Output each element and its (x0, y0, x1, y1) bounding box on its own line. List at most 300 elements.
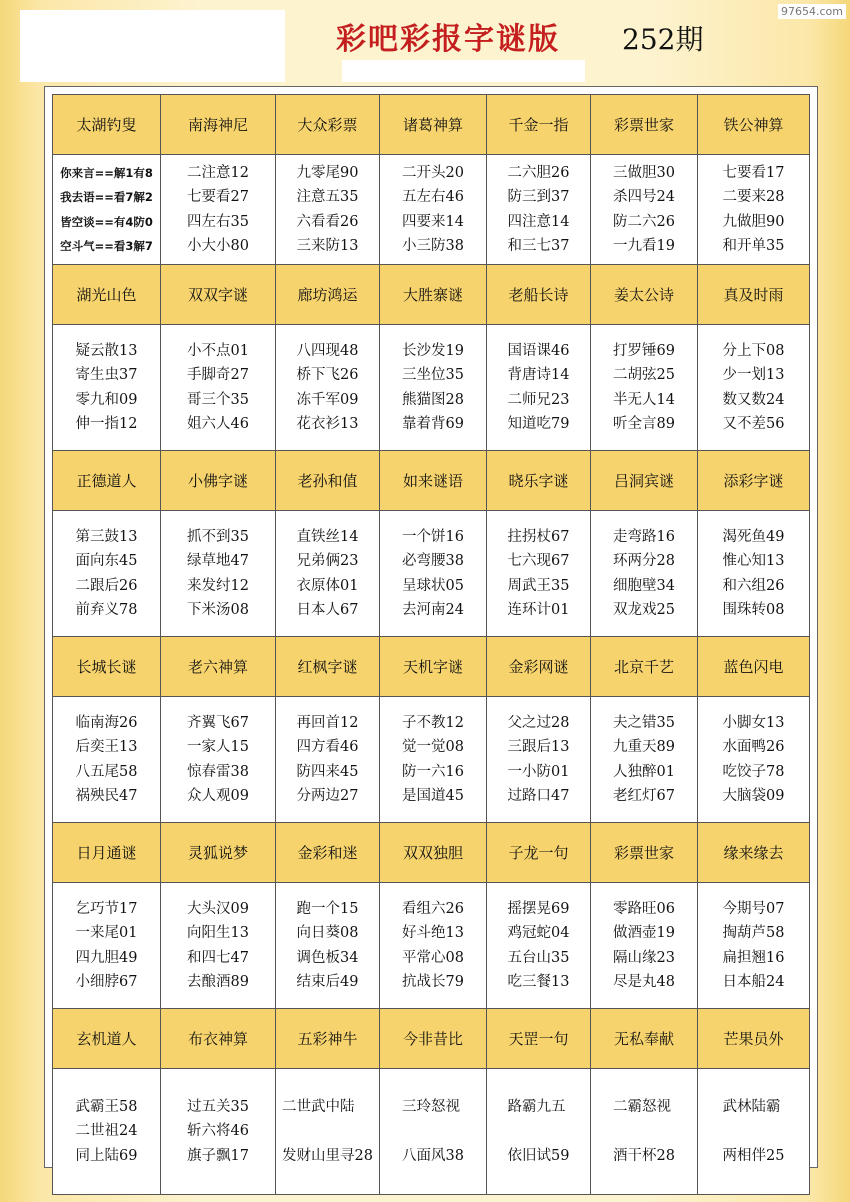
riddle-lines (508, 339, 570, 437)
riddle-line: 防二六26 (613, 213, 675, 230)
riddle-line: 大头汉09 (187, 900, 249, 917)
riddle-line: 是国道45 (402, 788, 464, 804)
riddle-row (53, 155, 810, 265)
header-row (53, 95, 810, 155)
predictor-name: 芒果员外 (698, 1009, 810, 1069)
riddle-lines (297, 525, 359, 623)
riddle-line: 疑云散13 (75, 342, 138, 359)
predictor-name: 晓乐字谜 (487, 451, 591, 511)
riddle-lines (723, 1095, 785, 1169)
riddle-line: 酒干杯28 (613, 1147, 675, 1164)
riddle-cell (161, 697, 276, 823)
riddle-cell (161, 511, 276, 637)
riddle-cell (698, 883, 810, 1009)
riddle-line: 打罗锤69 (613, 342, 675, 359)
riddle-lines (402, 1095, 464, 1169)
riddle-line: 尽是丸48 (613, 974, 675, 990)
predictor-name: 双双字谜 (161, 265, 276, 325)
blank-panel-left (20, 10, 285, 82)
riddle-cell (698, 697, 810, 823)
riddle-line: 路霸九五 (507, 1098, 566, 1115)
riddle-lines (76, 711, 138, 809)
predictor-name: 双双独胆 (380, 823, 487, 883)
predictor-name: 大胜寨谜 (380, 265, 487, 325)
riddle-line: 日本船24 (722, 974, 785, 990)
riddle-line: 二世武中陆 (282, 1098, 355, 1115)
riddle-line: 少一划13 (722, 367, 785, 383)
riddle-line: 水面鸭26 (722, 739, 785, 755)
predictor-name: 天罡一句 (487, 1009, 591, 1069)
riddle-line: 后奕王13 (75, 739, 138, 755)
riddle-cell (380, 511, 487, 637)
riddle-cell (591, 883, 698, 1009)
riddle-line: 依旧试59 (507, 1147, 570, 1164)
riddle-cell (380, 697, 487, 823)
predictor-name: 五彩神牛 (276, 1009, 380, 1069)
riddle-line: 三跟后13 (507, 739, 570, 755)
riddle-line: 连环计01 (507, 602, 570, 618)
riddle-row (53, 511, 810, 637)
riddle-row (53, 1069, 810, 1195)
riddle-line: 小不点01 (187, 342, 249, 359)
riddle-line: 惊春雷38 (187, 763, 249, 780)
riddle-cell (487, 1069, 591, 1195)
riddle-lines (402, 711, 464, 809)
riddle-line: 二六胆26 (507, 164, 570, 181)
riddle-lines (723, 161, 785, 259)
riddle-line: 围珠转08 (722, 602, 785, 618)
predictor-name: 正德道人 (53, 451, 161, 511)
predictor-name: 小佛字谜 (161, 451, 276, 511)
riddle-cell (591, 155, 698, 265)
riddle-line: 一个饼16 (402, 528, 464, 545)
riddle-line: 杀四号24 (613, 189, 675, 205)
riddle-line: 一九看19 (613, 238, 675, 254)
predictor-name: 老孙和值 (276, 451, 380, 511)
riddle-cell (53, 155, 161, 265)
riddle-line: 人独醉01 (613, 763, 675, 780)
riddle-line: 四左右35 (187, 213, 249, 230)
riddle-cell (380, 155, 487, 265)
riddle-cell (161, 1069, 276, 1195)
riddle-line: 花衣衫13 (296, 416, 359, 432)
riddle-line: 防一六16 (402, 763, 464, 780)
riddle-line: 呈球状05 (402, 577, 464, 594)
predictor-name: 日月通谜 (53, 823, 161, 883)
riddle-cell (380, 1069, 487, 1195)
predictor-name: 今非昔比 (380, 1009, 487, 1069)
riddle-line: 下米汤08 (187, 602, 249, 618)
predictor-name: 姜太公诗 (591, 265, 698, 325)
riddle-cell (53, 511, 161, 637)
riddle-cell (591, 1069, 698, 1195)
riddle-line: 知道吃79 (507, 416, 570, 432)
riddle-line: 三来防13 (296, 238, 359, 254)
riddle-line: 结束后49 (296, 974, 359, 990)
riddle-lines (723, 339, 785, 437)
riddle-line: 手脚奇27 (187, 367, 249, 383)
riddle-line: 四方看46 (296, 739, 359, 755)
riddle-line: 背唐诗14 (507, 367, 570, 383)
riddle-line: 祸殃民47 (75, 788, 138, 804)
riddle-lines (508, 897, 570, 995)
riddle-line: 二世祖24 (75, 1123, 138, 1140)
riddle-line: 周武王35 (507, 577, 570, 594)
riddle-line: 一来尾01 (75, 925, 138, 941)
riddle-line: 哥三个35 (187, 391, 249, 408)
riddle-lines (187, 711, 249, 809)
riddle-line: 绿草地47 (187, 553, 249, 569)
riddle-line: 空斗气==看3解7 (60, 239, 153, 253)
predictor-name: 真及时雨 (698, 265, 810, 325)
riddle-line: 去酿酒89 (187, 974, 249, 990)
riddle-line: 皆空谈==有4防0 (60, 214, 153, 229)
riddle-line: 听全言89 (613, 416, 675, 432)
riddle-line: 临南海26 (75, 714, 138, 731)
riddle-cell (591, 511, 698, 637)
riddle-line: 环两分28 (613, 553, 675, 569)
riddle-line: 抗战长79 (402, 974, 464, 990)
riddle-line: 七要看27 (187, 189, 249, 205)
riddle-line: 三玲怒视 (402, 1098, 461, 1115)
riddle-line: 小三防38 (402, 238, 464, 254)
riddle-row (53, 883, 810, 1009)
riddle-line: 二霸怒视 (613, 1098, 672, 1115)
riddle-cell (53, 697, 161, 823)
predictor-name: 金彩网谜 (487, 637, 591, 697)
riddle-line: 零路旺06 (613, 900, 675, 917)
predictor-name: 老船长诗 (487, 265, 591, 325)
riddle-line: 惟心知13 (722, 553, 785, 569)
riddle-line: 前弃义78 (75, 602, 138, 618)
riddle-cell (53, 325, 161, 451)
riddle-line: 武林陆霸 (722, 1098, 781, 1115)
riddle-line: 做酒壶19 (613, 925, 675, 941)
riddle-line: 同上陆69 (75, 1147, 138, 1164)
riddle-line: 好斗绝13 (402, 925, 464, 941)
predictor-name: 彩票世家 (591, 95, 698, 155)
riddle-line: 和四七47 (187, 949, 249, 966)
riddle-cell (53, 1069, 161, 1195)
riddle-line: 小大小80 (187, 238, 249, 254)
riddle-line: 九做胆90 (722, 213, 785, 230)
riddle-cell (698, 155, 810, 265)
riddle-lines (76, 339, 138, 437)
riddle-lines (613, 711, 675, 809)
riddle-line: 父之过28 (507, 714, 570, 731)
riddle-line: 防四来45 (296, 763, 359, 780)
riddle-line: 八面风38 (402, 1147, 464, 1164)
riddle-line: 细胞壁34 (613, 577, 675, 594)
riddle-cell (161, 325, 276, 451)
riddle-line: 零九和09 (75, 391, 138, 408)
riddle-line: 夫之错35 (613, 714, 675, 731)
riddle-line: 五左右46 (402, 189, 464, 205)
riddle-line: 二注意12 (187, 164, 249, 181)
riddle-lines (613, 161, 675, 259)
site-watermark: 97654.com (778, 4, 846, 19)
riddle-lines (402, 525, 464, 623)
riddle-lines (723, 525, 785, 623)
riddle-line: 双龙戏25 (613, 602, 675, 618)
riddle-line: 三做胆30 (613, 164, 675, 181)
riddle-line: 发财山里寻28 (282, 1147, 373, 1164)
riddle-lines (508, 711, 570, 809)
riddle-lines (297, 161, 359, 259)
riddle-cell (276, 1069, 380, 1195)
riddle-line: 和三七37 (507, 238, 570, 254)
riddle-line: 你来言==解1有8 (60, 165, 153, 180)
riddle-cell (380, 325, 487, 451)
riddle-line: 八四现48 (296, 342, 359, 359)
predictor-name: 缘来缘去 (698, 823, 810, 883)
riddle-lines (282, 1095, 373, 1169)
riddle-lines (613, 339, 675, 437)
riddle-lines (187, 897, 249, 995)
riddle-line: 武霸王58 (75, 1098, 138, 1115)
header-row (53, 1009, 810, 1069)
riddle-line: 四九胆49 (75, 949, 138, 966)
riddle-line: 齐翼飞67 (187, 714, 249, 731)
riddle-cell (487, 325, 591, 451)
riddle-line: 过路口47 (507, 788, 570, 804)
riddle-line: 熊猫图28 (402, 391, 464, 408)
predictor-name: 无私奉献 (591, 1009, 698, 1069)
riddle-line: 又不差56 (722, 416, 785, 432)
predictor-name: 千金一指 (487, 95, 591, 155)
riddle-line: 乞巧节17 (75, 900, 138, 917)
riddle-line: 九零尾90 (296, 164, 359, 181)
riddle-cell (487, 155, 591, 265)
riddle-cell (276, 511, 380, 637)
riddle-line: 两相伴25 (722, 1147, 785, 1164)
riddle-line: 觉一觉08 (402, 739, 464, 755)
riddle-line: 九重天89 (613, 739, 675, 755)
riddle-cell (276, 883, 380, 1009)
predictor-name: 蓝色闪电 (698, 637, 810, 697)
riddle-line: 调色板34 (296, 949, 359, 966)
riddle-line: 桥下飞26 (296, 367, 359, 383)
riddle-lines (187, 161, 249, 259)
riddle-line: 吃三餐13 (507, 974, 570, 990)
riddle-line: 吃饺子78 (722, 763, 785, 780)
predictor-name: 金彩和迷 (276, 823, 380, 883)
predictor-name: 大众彩票 (276, 95, 380, 155)
riddle-line: 七要看17 (722, 164, 785, 181)
riddle-line: 二跟后26 (75, 577, 138, 594)
riddle-line: 五台山35 (507, 949, 570, 966)
predictor-name: 添彩字谜 (698, 451, 810, 511)
riddle-table (52, 94, 810, 1195)
riddle-line: 扁担翘16 (722, 949, 785, 966)
riddle-line: 众人观09 (187, 788, 249, 804)
riddle-line: 一小防01 (507, 763, 570, 780)
predictor-name: 吕洞宾谜 (591, 451, 698, 511)
predictor-name: 廊坊鸿运 (276, 265, 380, 325)
riddle-line: 数又数24 (722, 391, 785, 408)
riddle-line: 冻千军09 (296, 391, 359, 408)
issue-number: 252期 (622, 23, 704, 56)
riddle-line: 二师兄23 (507, 391, 570, 408)
riddle-line: 掏葫芦58 (722, 925, 785, 941)
riddle-line: 一家人15 (187, 739, 249, 755)
riddle-line: 二胡弦25 (613, 367, 675, 383)
riddle-cell (698, 325, 810, 451)
riddle-line: 斩六将46 (187, 1123, 249, 1140)
riddle-line: 老红灯67 (613, 788, 675, 804)
riddle-line: 子不教12 (402, 714, 464, 731)
riddle-line: 姐六人46 (187, 416, 249, 432)
riddle-line: 兄弟俩23 (296, 553, 359, 569)
predictor-name: 玄机道人 (53, 1009, 161, 1069)
riddle-line: 日本人67 (296, 602, 359, 618)
page-title: 彩吧彩报字谜版 (336, 22, 560, 57)
predictor-name: 铁公神算 (698, 95, 810, 155)
riddle-line: 向日葵08 (296, 925, 359, 941)
riddle-line: 旗子飘17 (187, 1147, 249, 1164)
riddle-row (53, 325, 810, 451)
riddle-line: 小脚女13 (722, 714, 785, 731)
riddle-lines (76, 525, 138, 623)
riddle-line: 看组六26 (402, 900, 464, 917)
riddle-line: 寄生虫37 (75, 367, 138, 383)
header-row (53, 823, 810, 883)
riddle-cell (698, 511, 810, 637)
riddle-lines (402, 161, 464, 259)
riddle-line: 三坐位35 (402, 367, 464, 383)
riddle-lines (187, 339, 249, 437)
riddle-line: 抓不到35 (187, 528, 249, 545)
riddle-line: 半无人14 (613, 391, 675, 408)
riddle-cell (487, 511, 591, 637)
riddle-line: 分两边27 (296, 788, 359, 804)
riddle-cell (487, 697, 591, 823)
riddle-line: 大脑袋09 (722, 788, 785, 804)
riddle-lines (297, 711, 359, 809)
riddle-line: 防三到37 (507, 189, 570, 205)
riddle-lines (76, 1095, 138, 1169)
riddle-cell (276, 325, 380, 451)
header-row (53, 451, 810, 511)
predictor-name: 诸葛神算 (380, 95, 487, 155)
riddle-line: 长沙发19 (402, 342, 464, 359)
predictor-name: 长城长谜 (53, 637, 161, 697)
riddle-cell (53, 883, 161, 1009)
riddle-line: 来发纣12 (187, 577, 249, 594)
riddle-line: 靠着背69 (402, 416, 464, 432)
riddle-cell (591, 697, 698, 823)
riddle-lines (187, 1095, 249, 1169)
riddle-line: 衣原体01 (296, 577, 359, 594)
riddle-line: 平常心08 (402, 949, 464, 966)
riddle-line: 拄拐杖67 (507, 528, 570, 545)
riddle-cell (161, 883, 276, 1009)
predictor-name: 湖光山色 (53, 265, 161, 325)
predictor-name: 太湖钓叟 (53, 95, 161, 155)
riddle-line: 摇摆晃69 (507, 900, 570, 917)
riddle-line: 走弯路16 (613, 528, 675, 545)
riddle-lines (723, 897, 785, 995)
riddle-line: 注意五35 (296, 189, 359, 205)
riddle-line: 我去语==看7解2 (60, 190, 153, 204)
riddle-lines (613, 897, 675, 995)
riddle-line: 跑一个15 (296, 900, 359, 917)
riddle-lines (402, 897, 464, 995)
riddle-line: 四要来14 (402, 213, 464, 230)
riddle-lines (508, 161, 570, 259)
predictor-name: 红枫字谜 (276, 637, 380, 697)
riddle-line: 面向东45 (75, 553, 138, 569)
riddle-line: 二要来28 (722, 189, 785, 205)
riddle-lines (613, 525, 675, 623)
riddle-line: 渴死鱼49 (722, 528, 785, 545)
riddle-line: 八五尾58 (75, 763, 138, 780)
riddle-cell (698, 1069, 810, 1195)
riddle-line: 向阳生13 (187, 925, 249, 941)
riddle-line: 直铁丝14 (296, 528, 359, 545)
riddle-lines (402, 339, 464, 437)
riddle-line: 七六现67 (507, 553, 570, 569)
riddle-cell (276, 155, 380, 265)
riddle-cell (161, 155, 276, 265)
riddle-line: 鸡冠蛇04 (507, 925, 570, 941)
predictor-name: 南海神尼 (161, 95, 276, 155)
riddle-lines (297, 897, 359, 995)
riddle-lines (723, 711, 785, 809)
riddle-line: 过五关35 (187, 1098, 249, 1115)
riddle-lines (508, 525, 570, 623)
header-row (53, 265, 810, 325)
predictor-name: 灵狐说梦 (161, 823, 276, 883)
riddle-line: 二开头20 (402, 164, 464, 181)
riddle-line: 分上下08 (722, 342, 785, 359)
riddle-lines (60, 161, 153, 259)
riddle-lines (187, 525, 249, 623)
riddle-line: 去河南24 (402, 602, 464, 618)
riddle-line: 四注意14 (507, 213, 570, 230)
riddle-line: 必弯腰38 (402, 553, 464, 569)
riddle-row (53, 697, 810, 823)
riddle-line: 今期号07 (722, 900, 785, 917)
riddle-line: 和开单35 (722, 238, 785, 254)
riddle-lines (508, 1095, 570, 1169)
predictor-name: 如来谜语 (380, 451, 487, 511)
riddle-cell (276, 697, 380, 823)
riddle-line: 小细脖67 (75, 974, 138, 990)
riddle-lines (76, 897, 138, 995)
riddle-cell (487, 883, 591, 1009)
riddle-lines (297, 339, 359, 437)
predictor-name: 北京千艺 (591, 637, 698, 697)
predictor-name: 彩票世家 (591, 823, 698, 883)
riddle-cell (380, 883, 487, 1009)
riddle-cell (591, 325, 698, 451)
riddle-line: 伸一指12 (75, 416, 138, 432)
predictor-name: 子龙一句 (487, 823, 591, 883)
predictor-name: 天机字谜 (380, 637, 487, 697)
predictor-name: 老六神算 (161, 637, 276, 697)
riddle-line: 六看看26 (296, 213, 359, 230)
riddle-lines (613, 1095, 675, 1169)
riddle-line: 国语课46 (507, 342, 570, 359)
predictor-name: 布衣神算 (161, 1009, 276, 1069)
header-row (53, 637, 810, 697)
riddle-line: 第三鼓13 (75, 528, 138, 545)
blank-panel-mid (342, 60, 585, 82)
riddle-line: 隔山缘23 (613, 949, 675, 966)
riddle-line: 再回首12 (296, 714, 359, 731)
riddle-line: 和六组26 (722, 577, 785, 594)
